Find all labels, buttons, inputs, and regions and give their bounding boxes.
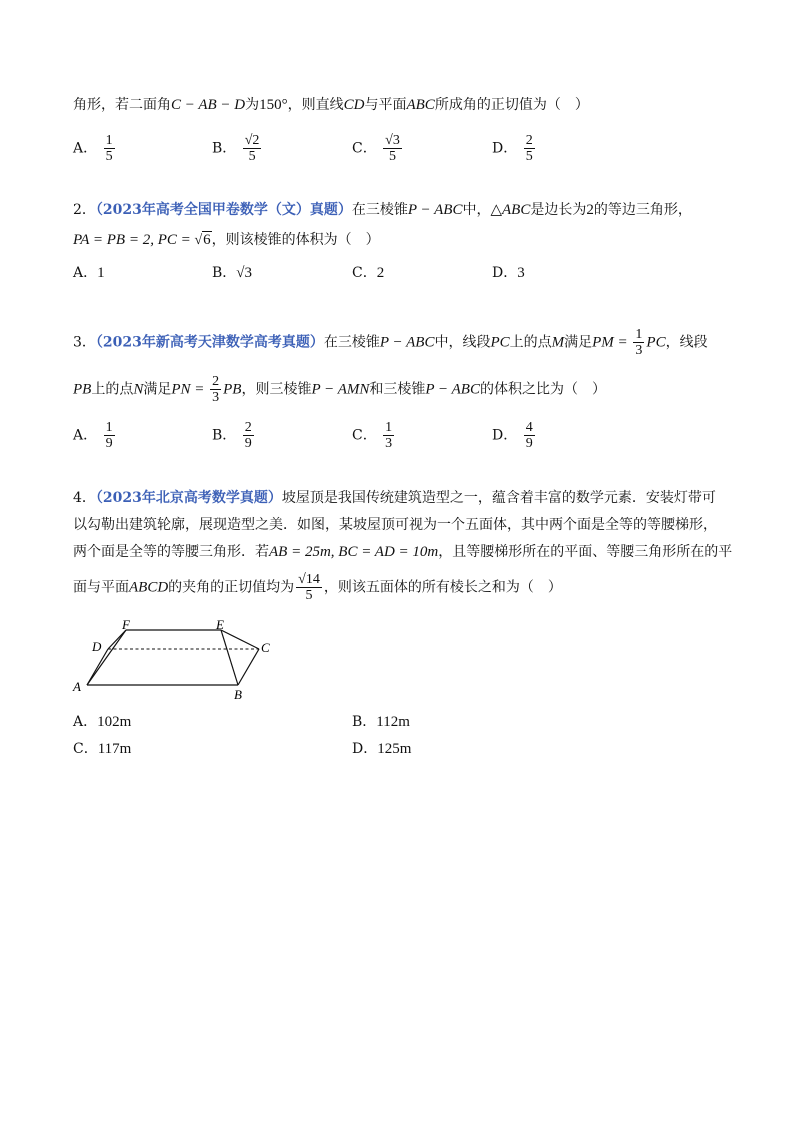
q3-pm-lhs: PM =	[592, 334, 632, 351]
denominator: 5	[389, 149, 397, 164]
q1-option-a[interactable]	[73, 133, 117, 164]
q2-option-a[interactable]	[73, 263, 105, 283]
q3-text: 的体积之比为（ ）	[479, 381, 606, 398]
q3-option-a[interactable]	[73, 420, 117, 451]
option-fraction	[524, 133, 535, 164]
denominator: 9	[244, 436, 252, 451]
q4-text: 以勾勒出建筑轮廓，展现造型之美．如图，某坡屋顶可视为一个五面体，其中两个面是全等的等腰梯形，	[73, 517, 717, 533]
numerator: 4	[525, 420, 533, 435]
q4-option-a[interactable]	[73, 712, 131, 732]
edge-df	[108, 630, 126, 649]
q2-option-b[interactable]	[212, 263, 252, 283]
label-b: B	[234, 687, 242, 702]
option-value: 1	[97, 265, 105, 281]
q1-text: 为	[245, 97, 260, 113]
denominator: 3	[212, 390, 220, 405]
denominator: 5	[105, 149, 113, 164]
option-value: 117m	[97, 741, 132, 757]
numerator: 1	[385, 420, 393, 435]
option-label: B．	[212, 265, 237, 281]
q2-text: 的等边三角形，	[593, 202, 692, 218]
q4-stem-line1	[73, 488, 716, 508]
option-label: A．	[73, 140, 98, 157]
q2-text: ，则该棱锥的体积为（ ）	[211, 232, 380, 248]
option-fraction	[524, 420, 535, 451]
denominator: 9	[525, 436, 533, 451]
option-label: B．	[352, 714, 377, 730]
label-f: F	[122, 617, 130, 632]
option-label: B．	[212, 140, 237, 157]
q3-option-d[interactable]	[492, 420, 537, 451]
option-label: D．	[352, 741, 378, 757]
q3-pn-fraction	[210, 374, 221, 405]
denominator: 5	[305, 588, 313, 603]
numerator: 1	[635, 327, 643, 342]
q4-text: 坡屋顶是我国传统建筑造型之一，蕴含着丰富的数学元素．安装灯带可	[281, 490, 716, 506]
q3-stem-line2	[73, 374, 606, 405]
numerator: 1	[105, 133, 113, 148]
edge-ec	[221, 630, 259, 649]
q3-pm-fraction	[633, 327, 644, 358]
q4-condition: AB = 25m, BC = AD = 10m	[269, 544, 439, 560]
q2-condition: PA = PB = 2, PC =	[73, 232, 195, 248]
option-label: A．	[73, 427, 98, 444]
option-label: A．	[73, 714, 98, 730]
q3-text: 中，线段	[434, 334, 491, 351]
q3-text: ，线段	[665, 334, 708, 351]
q3-text: 满足	[143, 381, 172, 398]
option-label: C．	[352, 427, 377, 444]
q3-point-n: N	[133, 381, 144, 398]
q3-option-b[interactable]	[212, 420, 256, 451]
q3-pn-lhs: PN =	[171, 381, 209, 398]
q3-text: 上的点	[91, 381, 134, 398]
numerator: √2	[244, 133, 260, 148]
edge-bc	[238, 649, 259, 685]
q3-option-c[interactable]	[352, 420, 396, 451]
q2-text: 是边长为	[530, 202, 587, 218]
question-number: 3．	[73, 334, 96, 351]
option-value: 125m	[377, 741, 412, 757]
roof-figure	[70, 617, 290, 707]
option-label: B．	[212, 427, 237, 444]
q2-option-c[interactable]	[352, 263, 384, 283]
q3-pyramid-amn: P − AMN	[311, 381, 370, 398]
q2-side: 2	[586, 202, 594, 218]
q3-pm-rhs: PC	[646, 334, 666, 351]
q4-stem-line3	[73, 542, 732, 562]
q1-plane-abc: ABC	[406, 97, 435, 113]
q2-stem-line2	[73, 230, 380, 251]
option-fraction	[243, 133, 262, 164]
question-source: （2023年北京高考数学真题）	[95, 490, 282, 506]
q4-option-d[interactable]	[352, 739, 411, 759]
question-number: 4．	[73, 490, 96, 506]
q3-text: 和三棱锥	[369, 381, 426, 398]
label-a: A	[73, 679, 81, 694]
q4-tan-fraction	[296, 572, 322, 603]
q2-triangle: △ABC	[490, 202, 531, 218]
label-d: D	[92, 639, 102, 654]
option-value: 112m	[376, 714, 410, 730]
q2-pyramid: P − ABC	[407, 202, 463, 218]
q3-stem-line1	[73, 327, 708, 358]
q1-angle-expr: C − AB − D	[171, 97, 246, 113]
numerator: 2	[212, 374, 220, 389]
q3-pn-rhs: PB	[223, 381, 242, 398]
q4-plane: ABCD	[129, 579, 169, 596]
q4-text: ，且等腰梯形所在的平面、等腰三角形所在的平	[438, 544, 733, 560]
label-e: E	[216, 617, 224, 632]
option-label: C．	[352, 140, 377, 157]
radicand: 6	[203, 232, 211, 248]
q1-text: 角形，若二面角	[73, 97, 171, 113]
q3-pyramid-abc: P − ABC	[425, 381, 480, 398]
numerator: 2	[244, 420, 252, 435]
q4-option-b[interactable]	[352, 712, 410, 732]
option-label: C．	[73, 741, 98, 757]
denominator: 5	[525, 149, 533, 164]
denominator: 9	[105, 436, 113, 451]
q1-line-cd: CD	[343, 97, 365, 113]
option-fraction	[383, 420, 394, 451]
denominator: 3	[385, 436, 393, 451]
q4-text: 面与平面	[73, 579, 129, 596]
option-label: D．	[492, 140, 518, 157]
option-value: 102m	[97, 714, 132, 730]
question-source: （2023年高考全国甲卷数学（文）真题）	[95, 202, 352, 218]
q3-pyramid: P − ABC	[379, 334, 435, 351]
q3-segment-pb: PB	[73, 381, 92, 398]
q1-stem	[73, 95, 589, 115]
q1-angle-value: 150°	[259, 97, 288, 113]
q1-text: 所成角的正切值为（ ）	[434, 97, 589, 113]
denominator: 5	[248, 149, 256, 164]
q3-text: 在三棱锥	[323, 334, 380, 351]
q3-text: ，则三棱锥	[241, 381, 312, 398]
q4-stem-line4	[73, 572, 562, 603]
option-label: D．	[492, 265, 518, 281]
q2-option-d[interactable]	[492, 263, 525, 283]
q4-option-c[interactable]	[73, 739, 131, 759]
option-label: C．	[352, 265, 377, 281]
q1-option-d[interactable]	[492, 133, 537, 164]
option-fraction	[104, 420, 115, 451]
edge-eb	[221, 630, 238, 685]
numerator: √14	[298, 572, 320, 587]
q2-text: 在三棱锥	[351, 202, 408, 218]
q3-segment-pc: PC	[490, 334, 510, 351]
numerator: √3	[385, 133, 400, 148]
option-value: 2	[376, 265, 385, 281]
denominator: 3	[635, 343, 643, 358]
option-value: 3	[517, 265, 525, 281]
q2-text: 中，	[462, 202, 491, 218]
q4-text: 的夹角的正切值均为	[168, 579, 295, 596]
q3-point-m: M	[551, 334, 565, 351]
label-c: C	[261, 640, 270, 655]
q1-text: ，则直线	[287, 97, 344, 113]
question-number: 2．	[73, 202, 96, 218]
option-value: √3	[236, 265, 253, 281]
q2-stem-line1	[73, 200, 692, 220]
question-source: （2023年新高考天津数学高考真题）	[95, 334, 324, 351]
option-fraction	[104, 133, 115, 164]
q1-text: 与平面	[364, 97, 407, 113]
q3-text: 满足	[564, 334, 593, 351]
q4-text: 两个面是全等的等腰三角形．若	[73, 544, 269, 560]
option-fraction	[243, 420, 254, 451]
option-fraction	[383, 133, 402, 164]
q4-stem-line2	[73, 515, 717, 535]
option-label: A．	[73, 265, 98, 281]
numerator: 2	[525, 133, 533, 148]
q1-option-b[interactable]	[212, 133, 263, 164]
q4-text: ，则该五面体的所有棱长之和为（ ）	[323, 579, 562, 596]
q1-option-c[interactable]	[352, 133, 404, 164]
q3-text: 上的点	[509, 334, 552, 351]
sqrt-symbol: √6	[194, 232, 211, 248]
numerator: 1	[105, 420, 113, 435]
option-label: D．	[492, 427, 518, 444]
